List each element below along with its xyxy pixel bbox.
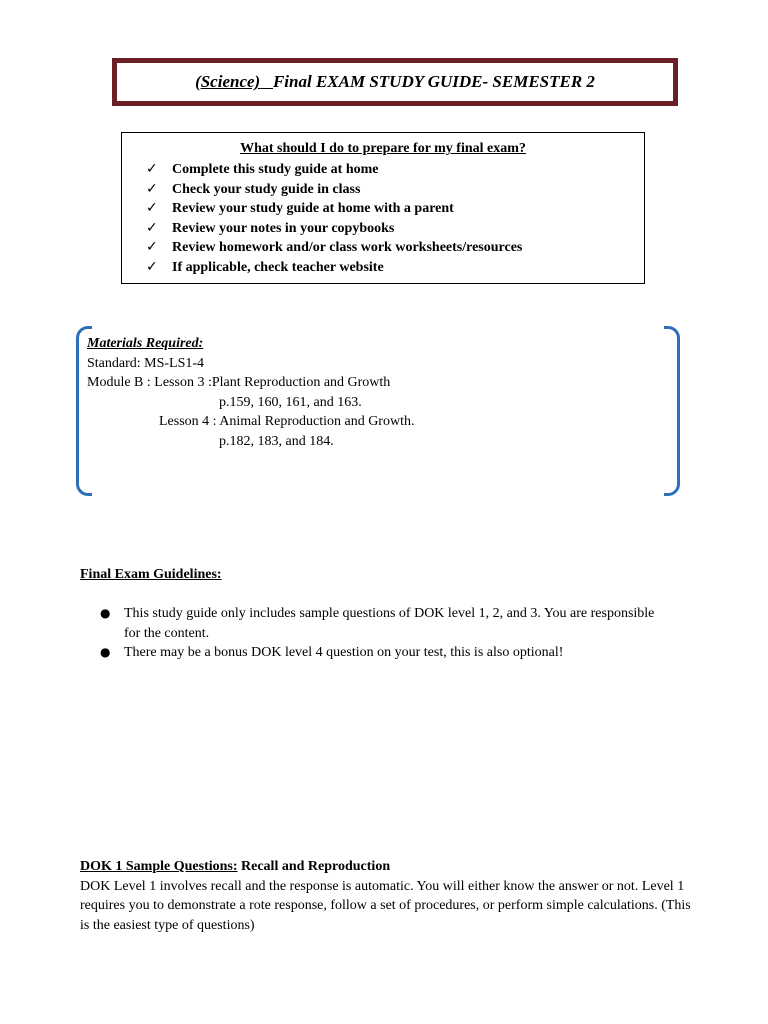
prep-item-text: If applicable, check teacher website (172, 259, 384, 275)
guidelines-heading: Final Exam Guidelines: (80, 567, 222, 582)
prep-item (146, 238, 522, 258)
prep-heading: What should I do to prepare for my final exam? (240, 141, 526, 156)
title-gap (260, 72, 273, 92)
prep-item (146, 160, 522, 180)
materials-pages-2: p.182, 183, and 184. (219, 433, 334, 449)
prep-item (146, 219, 522, 239)
materials-lesson-4: Lesson 4 : Animal Reproduction and Growth. (159, 414, 415, 429)
check-icon: ✓ (146, 258, 158, 275)
dok1-body: DOK Level 1 involves recall and the response is automatic. You will either know the answer or not. Level 1 requires you to demonstrate a rote response, follow a set of procedures, or perform simple calculations. (This is the easiest type of questions) (80, 878, 691, 933)
right-bracket (664, 326, 680, 496)
prep-item-text: Complete this study guide at home (172, 162, 379, 177)
prep-item-text: Review your notes in your copybooks (172, 220, 395, 236)
prep-item (146, 180, 522, 200)
dok1-section (80, 857, 700, 935)
bullet-icon: ● (100, 606, 111, 620)
materials-section (87, 334, 414, 451)
check-icon: ✓ (146, 200, 158, 216)
title-text: Final EXAM STUDY GUIDE- SEMESTER 2 (272, 72, 595, 91)
guideline-item (100, 604, 660, 643)
prep-list (146, 160, 522, 277)
check-icon: ✓ (146, 239, 158, 255)
prep-item (146, 258, 522, 278)
dok1-heading: DOK 1 Sample Questions: (80, 859, 238, 874)
materials-module-line: Module B : Lesson 3 :Plant Reproduction and Growth (87, 375, 391, 390)
guideline-item (100, 643, 660, 663)
check-icon: ✓ (146, 180, 158, 197)
check-icon: ✓ (146, 161, 158, 177)
prep-item (146, 199, 522, 219)
guidelines-list (100, 604, 660, 663)
dok1-subheading: Recall and Reproduction (237, 859, 391, 874)
guideline-text: This study guide only includes sample questions of DOK level 1, 2, and 3. You are responsible for the content. (124, 606, 655, 641)
title-subject: (Science) (195, 72, 261, 91)
prep-box (121, 132, 645, 284)
dok1-heading-line (80, 857, 700, 877)
title-box (112, 58, 678, 106)
bullet-icon: ● (100, 645, 111, 659)
prep-item-text: Review your study guide at home with a parent (172, 201, 454, 216)
prep-item-text: Check your study guide in class (172, 181, 361, 197)
guideline-text: There may be a bonus DOK level 4 question on your test, this is also optional! (124, 645, 564, 660)
materials-standard: Standard: MS-LS1-4 (87, 355, 205, 371)
materials-heading: Materials Required: (87, 336, 204, 351)
prep-item-text: Review homework and/or class work worksheets/resources (172, 240, 523, 255)
materials-pages-1: p.159, 160, 161, and 163. (219, 394, 362, 410)
check-icon: ✓ (146, 219, 158, 236)
